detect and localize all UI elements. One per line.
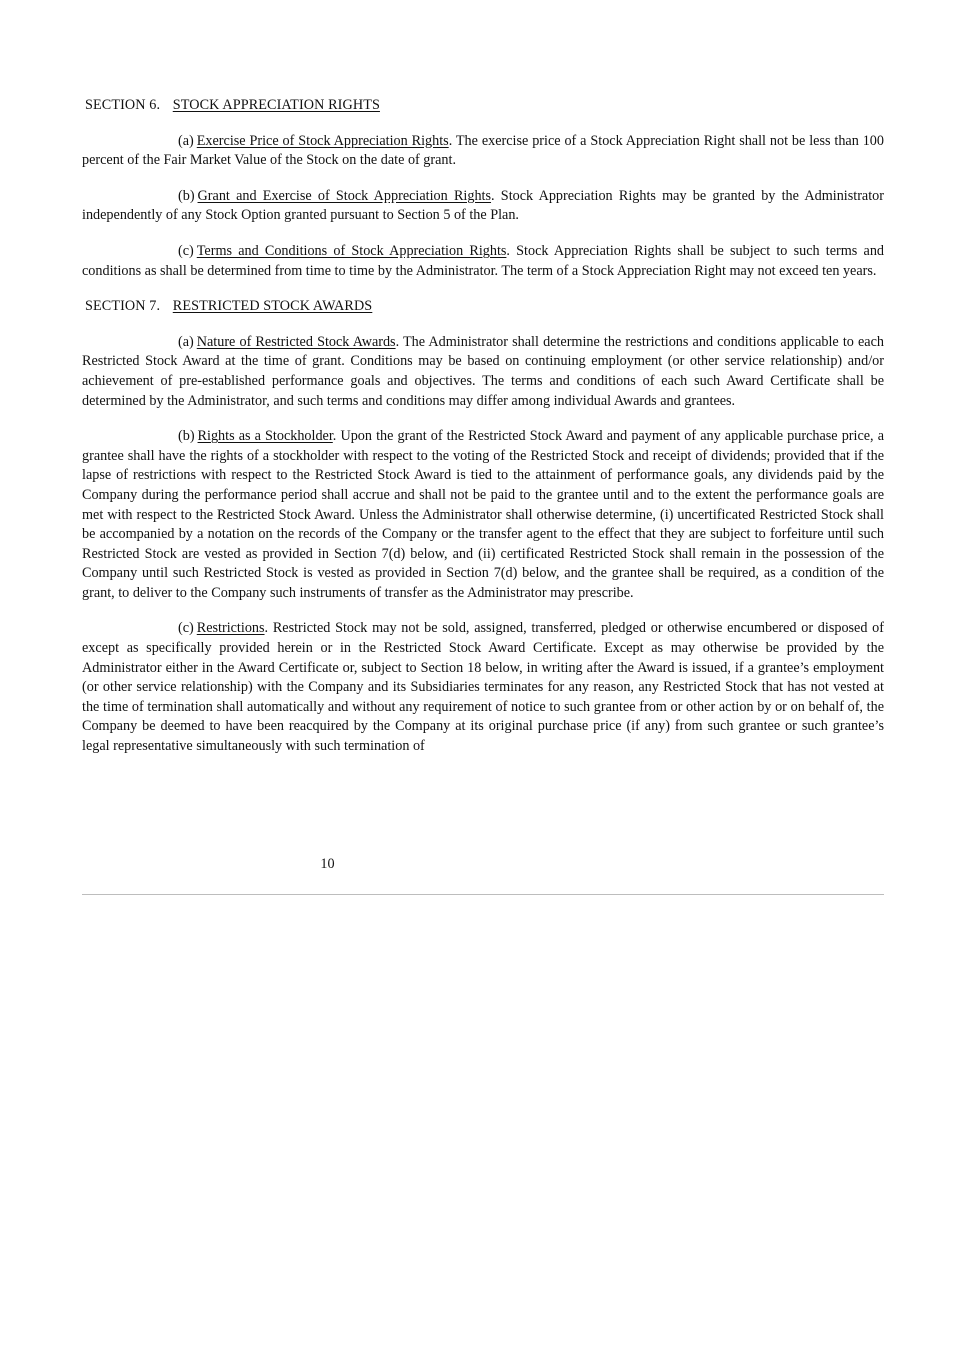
paragraph-heading: Terms and Conditions of Stock Appreciation Rights xyxy=(196,242,507,259)
paragraph-heading: Exercise Price of Stock Appreciation Rights xyxy=(196,132,449,149)
footer-divider xyxy=(82,894,884,895)
paragraph-label: (c) xyxy=(178,620,194,637)
paragraph-text: . The Administrator shall determine the restrictions and conditions applicable to each Restricted Stock Award at the time of grant. Conditions may be based on continuing employment (or other service relationship) and/or achievement of pre-established performance goals and objectives. The terms and conditions of each such Award Certificate shall be determined by the Administrator, and such terms and conditions may differ among individual Awards and grantees. xyxy=(82,333,884,409)
section-7-paragraph-b xyxy=(82,427,884,603)
section-6-paragraph-c xyxy=(82,242,884,281)
section-7-paragraph-c xyxy=(82,619,884,756)
section-6-paragraph-b xyxy=(82,187,884,226)
section-6-paragraph-a xyxy=(82,132,884,171)
paragraph-heading: Nature of Restricted Stock Awards xyxy=(196,333,396,350)
section-7-paragraph-a xyxy=(82,333,884,411)
paragraph-text: . Stock Appreciation Rights shall be subject to such terms and conditions as shall be determined from time to time by the Administrator. The term of a Stock Appreciation Right may not exceed ten years. xyxy=(82,242,885,279)
paragraph-label: (a) xyxy=(178,132,194,149)
paragraph-heading: Rights as a Stockholder xyxy=(197,428,333,445)
paragraph-heading: Grant and Exercise of Stock Appreciation Rights xyxy=(197,187,492,204)
paragraph-text: . Restricted Stock may not be sold, assigned, transferred, pledged or otherwise encumbered or disposed of except as specifically provided herein or in the Restricted Stock Award Certificate. Except as may otherwise be provided by the Administrator either in the Award Certificate or, subject to Section 18 below, in writing after the Award is issued, if a grantee’s employment (or other service relationship) with the Company and its Subsidiaries terminates for any reason, any Restricted Stock that has not vested at the time of termination shall automatically and without any requirement of notice to such grantee from or other action by or on behalf of, the Company be deemed to have been reacquired by the Company at its original purchase price (if any) from such grantee or such grantee’s legal representative simultaneously with such termination of xyxy=(82,620,884,755)
section-7-number: SECTION 7. xyxy=(85,298,161,315)
paragraph-label: (b) xyxy=(178,187,195,204)
section-6-heading xyxy=(85,96,884,116)
section-6-title: STOCK APPRECIATION RIGHTS xyxy=(172,97,380,113)
paragraph-label: (b) xyxy=(178,428,195,445)
page-number: 10 xyxy=(320,856,335,872)
section-6-number: SECTION 6. xyxy=(85,97,161,113)
paragraph-text: . The exercise price of a Stock Appreciation Right shall not be less than 100 percent of the Fair Market Value of the Stock on the date of grant. xyxy=(82,132,884,169)
paragraph-text: . Upon the grant of the Restricted Stock Award and payment of any applicable purchase price, a grantee shall have the rights of a stockholder with respect to the voting of the Restricted Stock and receipt of dividends; provided that if the lapse of restrictions with respect to the Restricted Stock Award is tied to the attainment of performance goals, any dividends paid by the Company during the performance period shall accrue and shall not be paid to the grantee until and to the extent the performance goals are met with respect to the Restricted Stock Award. Unless the Administrator shall otherwise determine, (i) uncertificated Restricted Stock shall be accompanied by a notation on the records of the Company or the transfer agent to the effect that they are subject to forfeiture until such Restricted Stock are vested as provided in Section 7(d) below, and (ii) certificated Restricted Stock shall remain in the possession of the Company until such Restricted Stock is vested as provided in Section 7(d) below, and the grantee shall be required, as a condition of the grant, to deliver to the Company such instruments of transfer as the Administrator may prescribe. xyxy=(82,428,884,601)
paragraph-label: (a) xyxy=(178,333,194,350)
paragraph-text: . Stock Appreciation Rights may be granted by the Administrator independently of any Stock Option granted pursuant to Section 5 of the Plan. xyxy=(82,187,884,224)
paragraph-label: (c) xyxy=(178,242,194,259)
section-7-heading xyxy=(85,297,884,317)
section-7-title: RESTRICTED STOCK AWARDS xyxy=(172,298,373,315)
paragraph-heading: Restrictions xyxy=(196,620,265,637)
document-page xyxy=(82,96,884,773)
